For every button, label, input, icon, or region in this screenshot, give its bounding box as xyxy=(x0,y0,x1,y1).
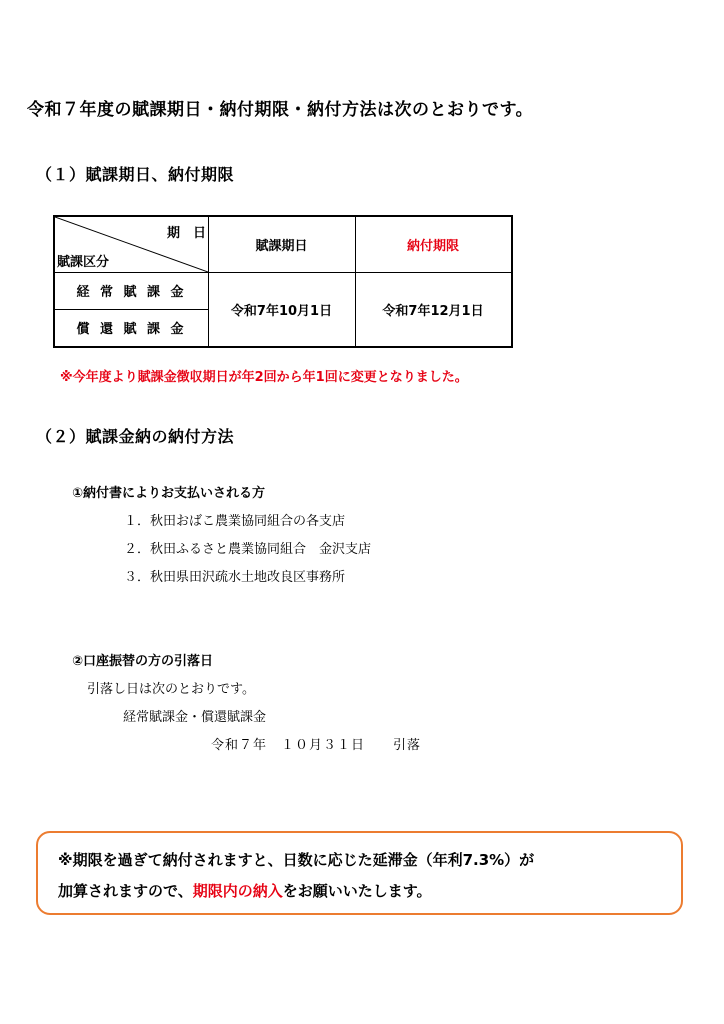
late-fee-notice-highlight: 期限内の納入 xyxy=(192,882,283,900)
late-fee-notice-line1: ※期限を過ぎて納付されますと、日数に応じた延滞金（年利7.3%）が xyxy=(58,851,535,869)
corner-label-category: 賦課区分 xyxy=(57,254,110,270)
assessment-date-value: 令和7年10月1日 xyxy=(230,303,333,319)
account-transfer-title: ②口座振替の方の引落日 xyxy=(72,654,214,669)
list-item: １．秋田おばこ農業協同組合の各支店 xyxy=(124,514,346,529)
late-fee-notice-suffix: をお願いいたします。 xyxy=(282,882,432,900)
fee-schedule-table xyxy=(53,215,513,348)
page-heading: 令和７年度の賦課期日・納付期限・納付方法は次のとおりです。 xyxy=(27,100,534,120)
section-1-title: （１）賦課期日、納付期限 xyxy=(36,165,235,184)
list-item: ２．秋田ふるさと農業協同組合 金沢支店 xyxy=(124,542,372,557)
corner-label-date: 期 日 xyxy=(166,225,206,241)
debit-intro-text: 引落し日は次のとおりです。 xyxy=(87,682,255,697)
late-fee-notice-box xyxy=(36,831,683,915)
row-label-regular-levy: 経 常 賦 課 金 xyxy=(76,285,187,300)
late-fee-notice-line2 xyxy=(58,880,432,901)
debit-date-text: 令和７年 １０月３１日 引落 xyxy=(211,738,422,753)
header-assessment-date: 賦課期日 xyxy=(255,239,308,254)
row-label-repayment-levy: 償 還 賦 課 金 xyxy=(76,322,187,337)
debit-target-text: 経常賦課金・償還賦課金 xyxy=(123,710,267,725)
section-2-title: （２）賦課金納の納付方法 xyxy=(36,427,235,446)
payment-slip-title: ①納付書によりお支払いされる方 xyxy=(72,486,266,501)
late-fee-notice-prefix: 加算されますので、 xyxy=(58,882,193,900)
payment-deadline-value: 令和7年12月1日 xyxy=(382,303,484,319)
header-payment-deadline: 納付期限 xyxy=(406,239,459,254)
list-item: ３．秋田県田沢疏水土地改良区事務所 xyxy=(124,570,346,585)
collection-change-note: ※今年度より賦課金徴収期日が年2回から年1回に変更となりました。 xyxy=(60,370,468,385)
